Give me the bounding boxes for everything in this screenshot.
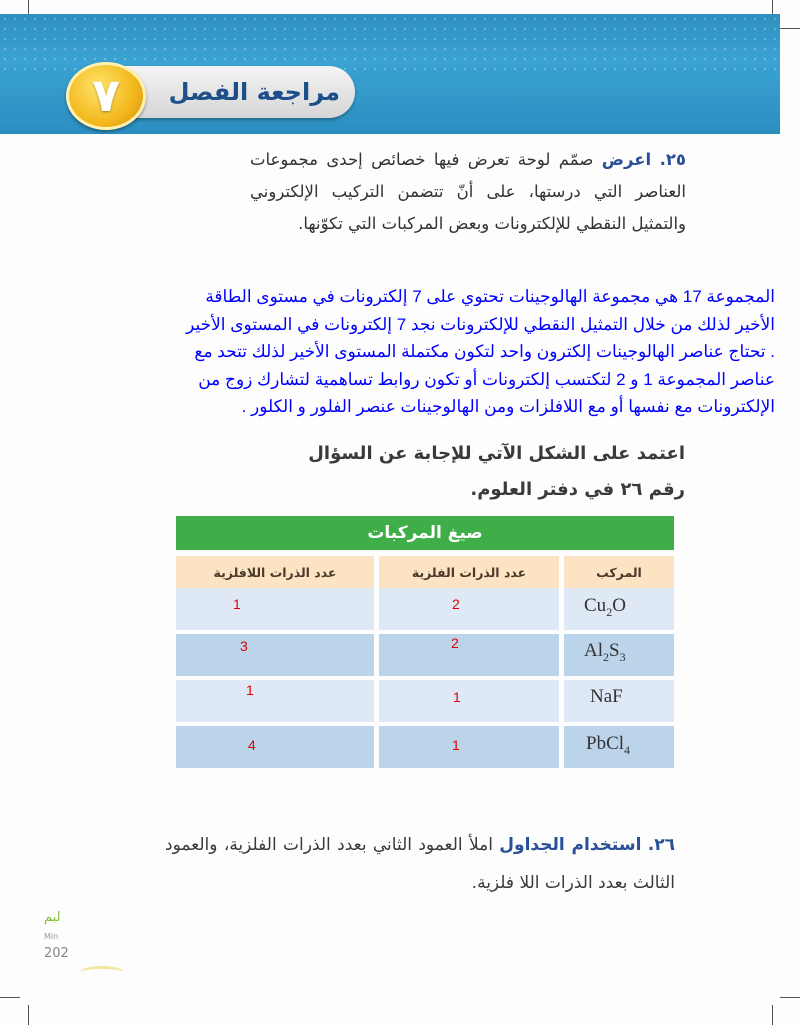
answer-line: عناصر المجموعة 1 و 2 لتكتسب إلكترونات أو تكون روابط تساهمية لتشارك زوج من <box>198 369 775 389</box>
table-cell[interactable] <box>379 726 559 768</box>
footer-text: لبم <box>44 910 61 925</box>
metal-count: 1 <box>453 689 461 705</box>
compound-formulas-table <box>176 516 674 768</box>
table-cell[interactable] <box>379 588 559 630</box>
question-25 <box>250 144 686 240</box>
answer-line: . تحتاج عناصر الهالوجينات إلكترون واحد لتكون مكتملة المستوى الأخير لذلك تتحد مع <box>194 342 775 361</box>
question-26 <box>165 826 675 902</box>
table-cell[interactable] <box>176 588 374 630</box>
compound-formula: NaF <box>590 686 623 707</box>
question-text: صمّم لوحة تعرض فيها خصائص إحدى مجموعات العناصر التي درستها، على أنّ تتضمن التركيب الإلكتروني والتمثيل النقطي للإلكترونات وبعض المركبات التي تكوّنها. <box>250 150 686 233</box>
crop-mark <box>28 1005 29 1025</box>
nonmetal-count: 1 <box>233 596 241 612</box>
table-cell[interactable] <box>379 680 559 722</box>
nonmetal-count: 4 <box>248 737 256 753</box>
question-number: ٢٥. <box>659 150 687 169</box>
compound-formula: $Cu_2O$ <box>584 595 626 619</box>
crop-mark <box>0 997 20 998</box>
crop-mark <box>780 997 800 998</box>
crop-mark <box>772 1005 773 1025</box>
table-cell[interactable] <box>176 634 374 676</box>
question-number: ٢٦. <box>647 835 675 855</box>
table-cell[interactable] <box>176 680 374 722</box>
footer-decoration <box>80 966 124 979</box>
metal-count: 2 <box>452 596 460 612</box>
question-keyword: استخدام الجداول <box>499 835 642 855</box>
nonmetal-count: 1 <box>246 682 254 698</box>
answer-line: الإلكترونات مع نفسها أو مع اللافلزات ومن الهالوجينات عنصر الفلور و الكلور . <box>241 397 775 416</box>
compound-formula: $Al_2S_3$ <box>584 640 626 664</box>
chapter-number: ٧ <box>91 68 121 122</box>
crop-mark <box>780 28 800 29</box>
footer-text: Min <box>44 932 59 941</box>
figure-instruction: اعتمد على الشكل الآتي للإجابة عن السؤال رقم ٢٦ في دفتر العلوم. <box>308 443 685 500</box>
footer-year: 202 <box>44 946 69 961</box>
typed-answer <box>95 283 775 421</box>
answer-line: الأخير لذلك من خلال التمثيل النقطي للإلكترونات نجد 7 إلكترونات في المستوى الأخير <box>186 314 775 334</box>
header-metal-atoms: عدد الذرات الفلزية <box>379 556 559 590</box>
metal-count: 1 <box>452 737 460 753</box>
chapter-review-title: مراجعة الفصل <box>168 78 340 106</box>
table-cell[interactable] <box>379 634 559 676</box>
header-compound: المركب <box>564 556 674 590</box>
question-keyword: اعرض <box>601 150 652 169</box>
compound-formula: PbCl$_4$ <box>586 733 631 757</box>
nonmetal-count: 3 <box>240 638 248 654</box>
answer-line: المجموعة 17 هي مجموعة الهالوجينات تحتوي على 7 إلكترونات في مستوى الطاقة <box>205 287 775 306</box>
table-cell[interactable] <box>176 726 374 768</box>
header-nonmetal-atoms: عدد الذرات اللافلزية <box>176 556 374 590</box>
metal-count: 2 <box>451 635 459 651</box>
table-title: صيغ المركبات <box>176 516 674 550</box>
question-text: املأ العمود الثاني بعدد الذرات الفلزية، والعمود الثالث بعدد الذرات اللا فلزية. <box>165 835 675 893</box>
